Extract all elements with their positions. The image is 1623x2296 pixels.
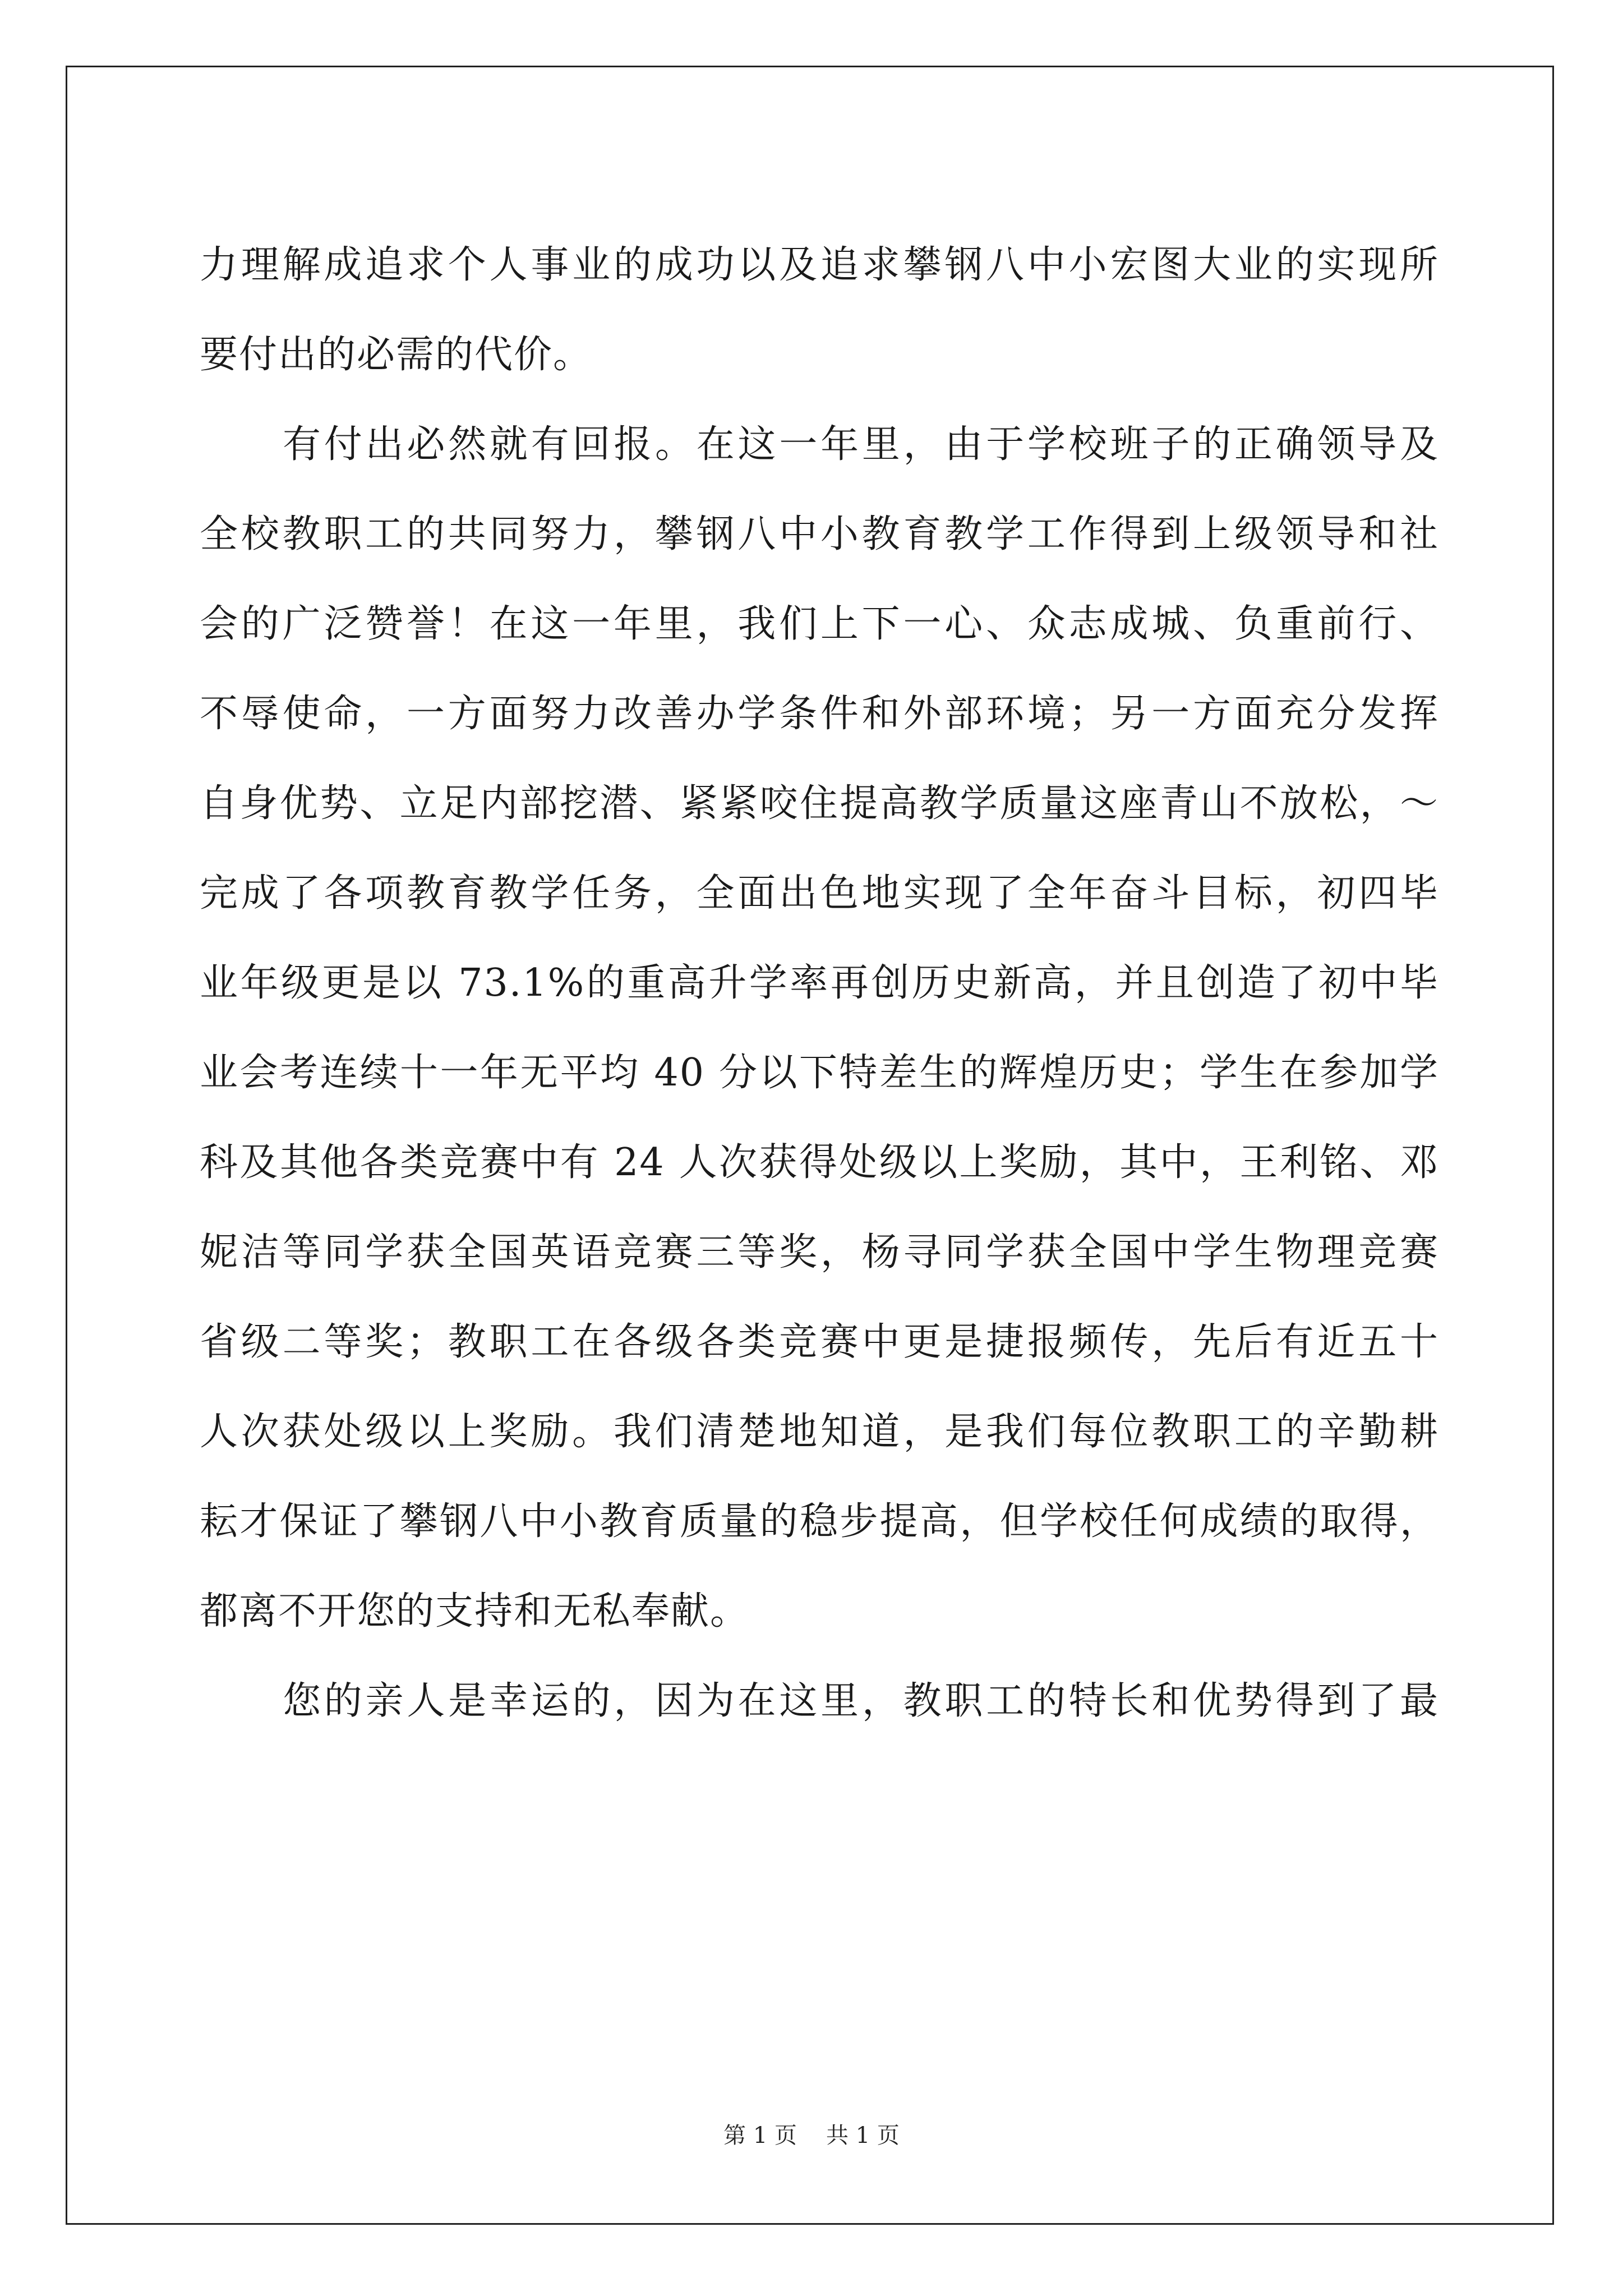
- text-line: 自身优势、立足内部挖潜、紧紧咬住提高教学质量这座青山不放松，～: [200, 781, 1439, 826]
- page-number-current: 第 1 页: [723, 2123, 797, 2148]
- text-line: 耘才保证了攀钢八中小教育质量的稳步提高，但学校任何成绩的取得，: [200, 1499, 1439, 1544]
- text-line: 全校教职工的共同努力，攀钢八中小教育教学工作得到上级领导和社: [200, 512, 1439, 556]
- text-line: 不辱使命，一方面努力改善办学条件和外部环境；另一方面充分发挥: [200, 692, 1439, 736]
- page-number-total: 共 1 页: [826, 2123, 900, 2148]
- text-line: 您的亲人是幸运的，因为在这里，教职工的特长和优势得到了最: [283, 1679, 1439, 1723]
- text-line: 要付出的必需的代价。: [200, 333, 593, 377]
- text-line: 科及其他各类竞赛中有 24 人次获得处级以上奖励，其中，王利铭、邓: [200, 1140, 1439, 1185]
- text-line: 妮洁等同学获全国英语竞赛三等奖，杨寻同学获全国中学生物理竞赛: [200, 1230, 1439, 1274]
- text-line: 会的广泛赞誉！在这一年里，我们上下一心、众志成城、负重前行、: [200, 602, 1439, 646]
- text-line: 省级二等奖；教职工在各级各类竞赛中更是捷报频传，先后有近五十: [200, 1320, 1439, 1364]
- text-line: 力理解成追求个人事业的成功以及追求攀钢八中小宏图大业的实现所: [200, 243, 1439, 287]
- text-line: 业会考连续十一年无平均 40 分以下特差生的辉煌历史；学生在参加学: [200, 1051, 1439, 1095]
- page-footer: [0, 2122, 1623, 2150]
- text-line: 业年级更是以 73.1%的重高升学率再创历史新高，并且创造了初中毕: [200, 961, 1439, 1005]
- text-line: 完成了各项教育教学任务，全面出色地实现了全年奋斗目标，初四毕: [200, 871, 1439, 915]
- text-line: 都离不开您的支持和无私奉献。: [200, 1589, 750, 1634]
- text-line: 有付出必然就有回报。在这一年里，由于学校班子的正确领导及: [283, 422, 1439, 467]
- text-line: 人次获处级以上奖励。我们清楚地知道，是我们每位教职工的辛勤耕: [200, 1410, 1439, 1454]
- document-body: [200, 220, 1439, 1746]
